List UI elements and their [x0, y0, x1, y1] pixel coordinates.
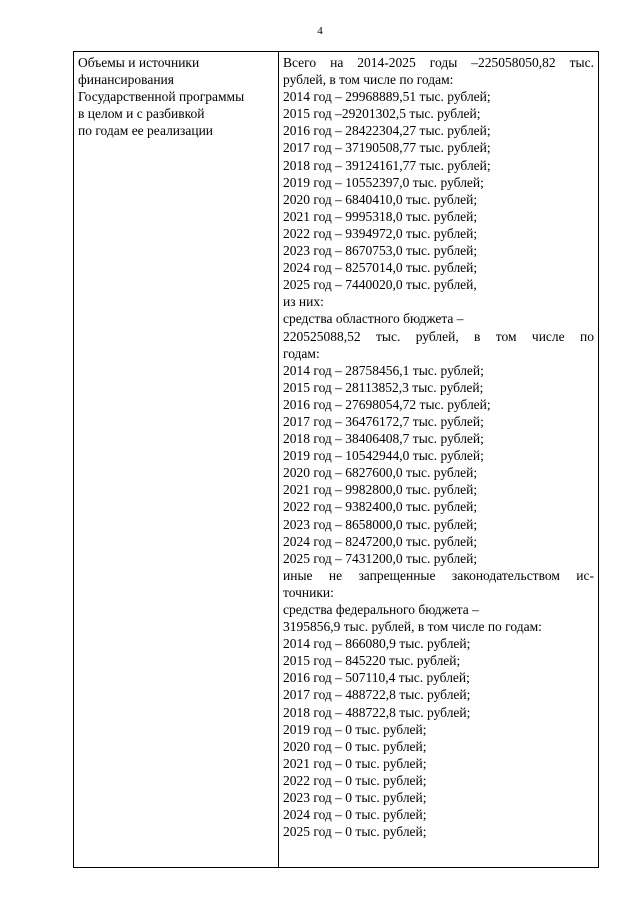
year-line: 2019 год – 10552397,0 тыс. рублей; — [283, 174, 484, 190]
value-line: 220525088,52 тыс. рублей, в том числе по — [283, 328, 594, 344]
label-line: в целом и с разбивкой — [78, 106, 205, 122]
year-line: 2017 год – 37190508,77 тыс. рублей; — [283, 140, 491, 156]
year-line: 2019 год – 0 тыс. рублей; — [283, 721, 427, 737]
year-line: 2023 год – 8658000,0 тыс. рублей; — [283, 516, 478, 532]
row-label-cell — [74, 52, 279, 868]
label-line: по годам ее реализации — [78, 123, 214, 139]
year-line: 2014 год – 29968889,51 тыс. рублей; — [283, 89, 491, 105]
label-line: Объемы и источники — [78, 55, 200, 70]
value-line: средства областного бюджета – — [283, 311, 464, 327]
year-line: 2015 год –29201302,5 тыс. рублей; — [283, 106, 481, 122]
year-line: 2016 год – 28422304,27 тыс. рублей; — [283, 123, 491, 139]
year-line: 2015 год – 845220 тыс. рублей; — [283, 653, 461, 669]
year-line: 2019 год – 10542944,0 тыс. рублей; — [283, 448, 484, 464]
year-line: 2025 год – 0 тыс. рублей; — [283, 824, 427, 840]
year-line: 2016 год – 27698054,72 тыс. рублей; — [283, 396, 491, 412]
year-line: 2014 год – 866080,9 тыс. рублей; — [283, 636, 471, 652]
year-line: 2025 год – 7431200,0 тыс. рублей; — [283, 550, 478, 566]
label-line: Государственной программы — [78, 89, 245, 105]
year-line: 2022 год – 9394972,0 тыс. рублей; — [283, 225, 478, 241]
year-line: 2015 год – 28113852,3 тыс. рублей; — [283, 379, 484, 395]
value-line: годам: — [283, 345, 320, 361]
year-line: 2017 год – 488722,8 тыс. рублей; — [283, 687, 471, 703]
year-line: 2024 год – 0 тыс. рублей; — [283, 807, 427, 823]
page-number: 4 — [317, 25, 323, 37]
value-line: из них: — [283, 294, 324, 310]
year-line: 2025 год – 7440020,0 тыс. рублей, — [283, 277, 477, 293]
year-line: 2021 год – 9982800,0 тыс. рублей; — [283, 482, 478, 498]
year-line: 2022 год – 0 тыс. рублей; — [283, 772, 427, 788]
year-line: 2020 год – 0 тыс. рублей; — [283, 738, 427, 754]
year-line: 2023 год – 8670753,0 тыс. рублей; — [283, 243, 478, 259]
year-line: 2020 год – 6827600,0 тыс. рублей; — [283, 465, 478, 481]
year-line: 2021 год – 9995318,0 тыс. рублей; — [283, 208, 478, 224]
year-line: 2024 год – 8247200,0 тыс. рублей; — [283, 533, 478, 549]
year-line: 2016 год – 507110,4 тыс. рублей; — [283, 670, 470, 686]
year-line: 2014 год – 28758456,1 тыс. рублей; — [283, 362, 484, 378]
table-row — [74, 52, 599, 868]
row-value-cell — [279, 52, 599, 868]
year-line: 2023 год – 0 тыс. рублей; — [283, 790, 427, 806]
year-line: 2018 год – 39124161,77 тыс. рублей; — [283, 157, 491, 173]
value-line: рублей, в том числе по годам: — [283, 72, 454, 88]
year-line: 2018 год – 38406408,7 тыс. рублей; — [283, 431, 484, 447]
year-line: 2022 год – 9382400,0 тыс. рублей; — [283, 499, 478, 515]
year-line: 2021 год – 0 тыс. рублей; — [283, 755, 427, 771]
value-line: точники: — [283, 584, 334, 600]
value-line: средства федерального бюджета – — [283, 602, 479, 617]
value-line: 3195856,9 тыс. рублей, в том числе по годам: — [283, 619, 542, 635]
year-line: 2017 год – 36476172,7 тыс. рублей; — [283, 413, 484, 429]
year-line: 2020 год – 6840410,0 тыс. рублей; — [283, 191, 478, 207]
year-line: 2018 год – 488722,8 тыс. рублей; — [283, 704, 471, 720]
funding-table — [73, 51, 599, 868]
total-line: Всего на 2014-2025 годы –225058050,82 тыс. — [283, 55, 594, 70]
value-line: иные не запрещенные законодательством ис- — [283, 567, 594, 583]
label-line: финансирования — [78, 72, 174, 88]
year-line: 2024 год – 8257014,0 тыс. рублей; — [283, 260, 478, 276]
